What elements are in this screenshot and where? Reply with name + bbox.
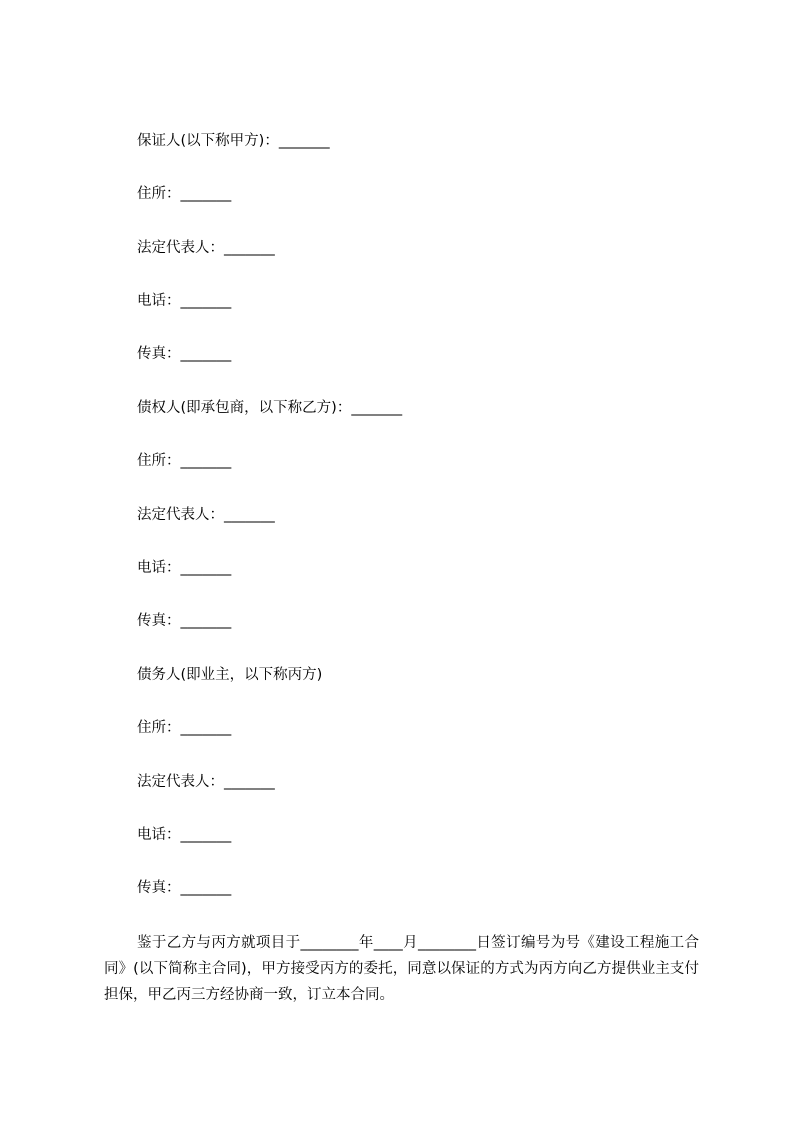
debtor-phone: 电话：_______	[137, 827, 232, 843]
guarantor-legal-rep: 法定代表人：_______	[137, 240, 275, 256]
creditor-legal-rep: 法定代表人：_______	[137, 507, 275, 523]
debtor-title: 债务人(即业主，以下称丙方)	[137, 667, 323, 683]
creditor-address: 住所：_______	[137, 453, 232, 469]
creditor-fax: 传真：_______	[137, 613, 232, 629]
creditor-phone: 电话：_______	[137, 560, 232, 576]
guarantor-title: 保证人(以下称甲方)：_______	[137, 133, 330, 149]
debtor-address: 住所：_______	[137, 720, 232, 736]
guarantor-fax: 传真：_______	[137, 346, 232, 362]
debtor-fax: 传真：_______	[137, 880, 232, 896]
creditor-title: 债权人(即承包商，以下称乙方)：_______	[137, 400, 403, 416]
guarantor-address: 住所：_______	[137, 186, 232, 202]
guarantor-phone: 电话：_______	[137, 293, 232, 309]
preamble-text: 鉴于乙方与丙方就项目于________年____月________日签订编号为号《建设工程施工合同》(以下简称主合同)，甲方接受丙方的委托，同意以保证的方式为丙方向乙方提供业主支付担保，甲乙丙三方经协商一致，订立本合同。	[104, 935, 699, 1003]
preamble-paragraph	[104, 930, 699, 1008]
debtor-legal-rep: 法定代表人：_______	[137, 774, 275, 790]
